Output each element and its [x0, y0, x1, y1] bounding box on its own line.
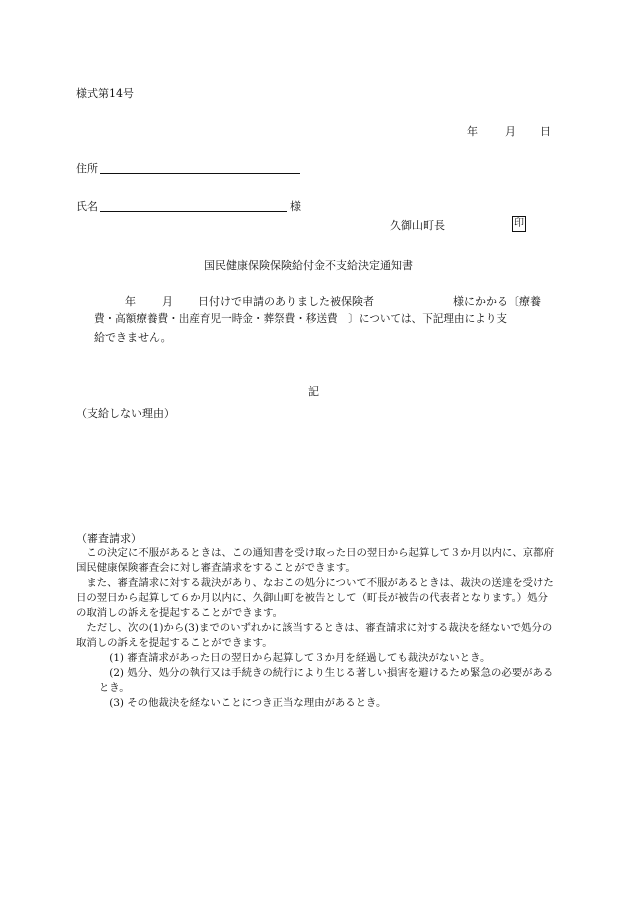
reason-heading: （支給しない理由）: [76, 407, 175, 420]
body-month: 月: [162, 295, 173, 308]
address-line: [100, 173, 300, 174]
review-paragraph-3: ただし、次の(1)から(3)までのいずれかに該当するときは、審査請求に対する裁決を経ないで処分の取消しの訴えを提起することができます。: [76, 622, 553, 649]
review-item-2: (2) 処分、処分の執行又は手続きの続行により生じる著しい損害を避けるため緊急の必要があるとき。: [98, 667, 554, 694]
name-line: [100, 211, 287, 212]
honorific: 様: [290, 200, 301, 213]
address-label: 住所: [76, 162, 98, 175]
body-text-part2: 様にかかる〔療養: [453, 295, 541, 308]
date-year-label: 年: [467, 125, 478, 138]
ki-heading: 記: [308, 385, 319, 398]
review-paragraph-2: また、審査請求に対する裁決があり、なおこの処分について不服があるときは、裁決の送達を受けた日の翌日から起算して６か月以内に、久御山町を被告として（町長が被告の代表者となります。）処分の取消しの訴えを提起することができます。: [76, 577, 554, 619]
review-heading: （審査請求）: [76, 532, 142, 545]
body-text-line3: 給できません。: [94, 331, 172, 344]
date-day-label: 日: [540, 125, 551, 138]
form-number: 様式第14号: [76, 87, 134, 100]
review-paragraph-1: この決定に不服があるときは、この通知書を受け取った日の翌日から起算して３か月以内に、京都府国民健康保険審査会に対し審査請求をすることができます。: [76, 547, 554, 574]
review-item-1: (1) 審査請求があった日の翌日から起算して３か月を経過しても裁決がないとき。: [109, 652, 491, 664]
review-body: [76, 546, 556, 711]
sender-title: 久御山町長: [390, 219, 445, 232]
review-item-3: (3) その他裁決を経ないことにつき正当な理由があるとき。: [109, 697, 387, 709]
body-year: 年: [125, 295, 136, 308]
date-month-label: 月: [505, 125, 516, 138]
name-label: 氏名: [76, 200, 98, 213]
body-text-line2: 費・高額療養費・出産育児一時金・葬祭費・移送費 〕については、下記理由により支: [94, 313, 507, 325]
body-text-part1: 日付けで申請のありました被保険者: [198, 295, 374, 308]
seal-mark: 印: [512, 216, 526, 232]
document-title: 国民健康保険保険給付金不支給決定通知書: [204, 259, 413, 272]
